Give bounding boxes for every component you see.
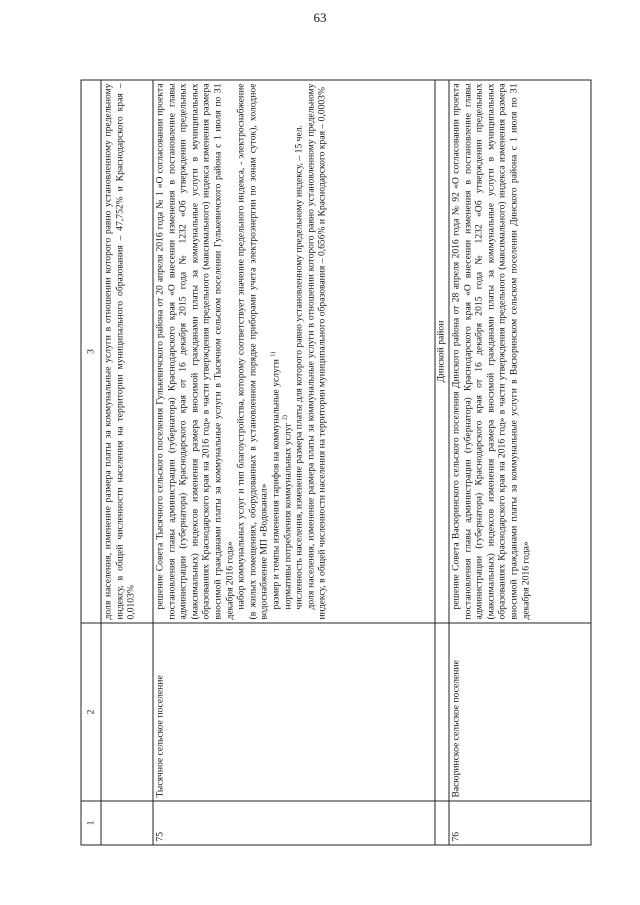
region-row [435, 80, 449, 845]
header-row [81, 80, 101, 845]
rotated-table-wrapper [80, 80, 590, 845]
tariff-text: размер и темпы изменения тарифов на коммунальные услуги [269, 358, 281, 609]
header-col-1: 1 [81, 801, 101, 845]
decision-paragraph [270, 83, 282, 619]
table-row-76 [449, 80, 591, 845]
region-spacer [435, 801, 449, 845]
decision-paragraph: решение Совета Васюринского сельского поселения Динского района от 28 апреля 2016 года № 92 «О согласовании проекта постановления главы администрации (губернатора) Краснодарского края «О внесении изменения в постановление главы администрации (губернатора) Краснодарского края от 16 декабря 2015 года № 1232 «Об утверждении предельных (максимальных) индексов изменения размера вносимой гражданами платы за коммунальные услуги в муниципальных образованиях Краснодарского края на 2016 год» в части утверждения предельного (максимального) индекса изменения размера вносимой гражданами платы за коммунальные услуги в Васюринском сельском поселении Динского района с 1 июля по 31 декабря 2016 года» [450, 83, 531, 619]
settlement-name [101, 623, 153, 801]
row-number: 76 [449, 801, 591, 845]
table-row-continuation [101, 80, 153, 845]
footnote-ref: 1) [269, 351, 276, 357]
decision-text [153, 80, 435, 623]
settlement-name: Васюринское сельское поселение [449, 623, 591, 801]
regulation-table [80, 79, 591, 845]
page-number: 63 [313, 10, 327, 25]
decision-paragraph: решение Совета Тысячного сельского поселения Гулькевичского района от 20 апреля 2016 года № 1 «О согласовании проекта постановления главы администрации (губернатора) Краснодарского края «О внесении изменения в постановление главы администрации (губернатора) Краснодарского края от 16 декабря 2015 года № 1232 «Об утверждении предельных (максимальных) индексов изменения размера вносимой гражданами платы за коммунальные услуги в муниципальных образованиях Краснодарского края на 2016 год» в части утверждения предельного (максимального) индекса изменения размера вносимой гражданами платы за коммунальные услуги в Тысячном сельском поселении Гулькевичского района с 1 июля по 31 декабря 2016 года» [154, 83, 235, 619]
decision-paragraph: доля населения, изменение размера платы за коммунальные услуги в отношении которого равно установленному предельному индексу, в общей численности населения на территории муниципального образования – 0,656% и Краснодарского края – 0,0003% [304, 83, 328, 619]
row-number [101, 801, 153, 845]
decision-paragraph [282, 83, 294, 619]
decision-paragraph: набор коммунальных услуг и тип благоустройства, которому соответствует значение предельного индекса, - электроснабжение (в жилых помещениях, оборудованных в установленном порядке приборами учета электроэнергии по зонам суток), холодное водоснабжение МП «Водоканал» [235, 83, 270, 619]
region-spacer [435, 623, 449, 801]
decision-text [449, 80, 591, 623]
settlement-name: Тысячное сельское поселение [153, 623, 435, 801]
decision-paragraph: численность населения, изменение размера платы для которого равно установленному предельному индексу, – 15 чел. [293, 124, 305, 609]
decision-text [101, 80, 153, 623]
norms-text: нормативы потребления коммунальных услуг [281, 422, 293, 609]
header-col-3: 3 [81, 80, 101, 623]
decision-paragraph: доля населения, изменение размера платы за коммунальные услуги в отношении которого равно установленному предельному индексу, в общей численности населения на территории муниципального образования – 47,752% и Краснодарского края – 0,0103% [102, 83, 137, 619]
header-col-2: 2 [81, 623, 101, 801]
table-row-75 [153, 80, 435, 845]
row-number: 75 [153, 801, 435, 845]
region-title: Динской район [435, 80, 449, 623]
footnote-ref: 2) [281, 414, 288, 420]
